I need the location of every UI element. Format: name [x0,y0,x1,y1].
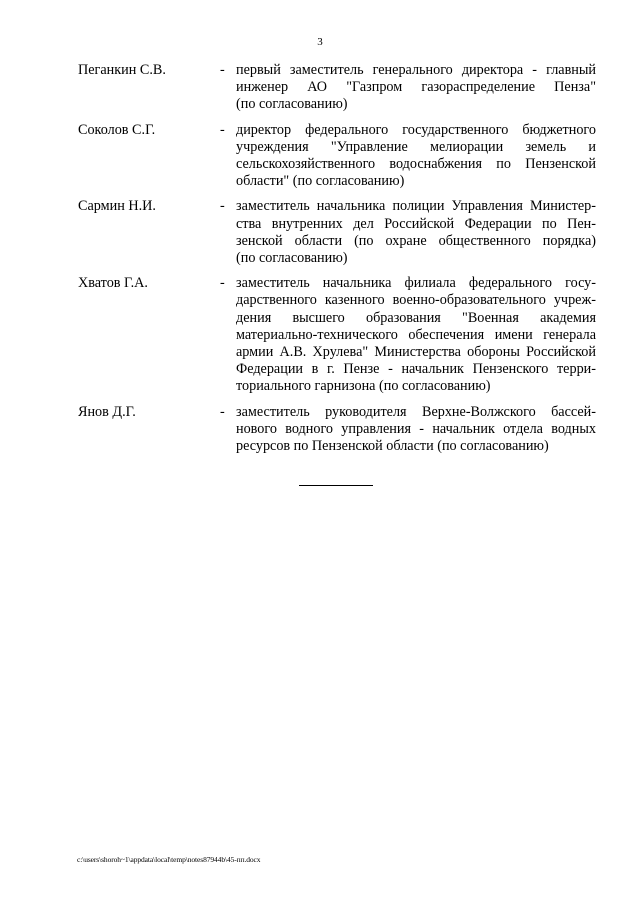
position-line: заместитель начальника полиции Управления Министер- [236,198,596,215]
member-dash: - [220,62,225,78]
position-line: заместитель начальника филиала федерального госу- [236,275,596,292]
position-line: директор федерального государственного бюджетного [236,121,596,138]
member-name: Соколов С.Г. [78,121,156,138]
position-line: сельскохозяйственного водоснабжения по Пензенской [236,156,596,173]
member-dash: - [220,121,225,138]
position-line: области" (по согласованию) [236,173,405,190]
member-entry [78,404,598,456]
member-position [236,404,596,456]
position-line: первый заместитель генерального директора - главный [236,62,596,78]
position-line: нового водного управления - начальник отдела водных [236,420,596,437]
position-line: заместитель руководителя Верхне-Волжского бассей- [236,403,596,420]
member-name: Хватов Г.А. [78,275,148,292]
member-entry [78,275,598,395]
position-line: (по согласованию) [236,250,348,267]
member-position [236,62,596,114]
position-line: зенской области (по охране общественного порядка) [236,232,596,249]
member-entry [78,198,598,267]
position-line: (по согласованию) [236,96,348,113]
committee-member-list [78,62,598,463]
member-position [236,275,596,395]
member-name: Сармин Н.И. [78,198,156,215]
position-line: ториального гарнизона (по согласованию) [236,378,491,395]
page-number: 3 [317,36,323,48]
position-line: Федерации в г. Пензе - начальник Пензенского терри- [236,361,596,378]
member-name: Пеганкин С.В. [78,62,166,78]
member-position [236,198,596,267]
member-dash: - [220,403,225,420]
position-line: армии А.В. Хрулева" Министерства обороны Российской [236,344,596,361]
member-dash: - [220,275,225,292]
member-dash: - [220,198,225,215]
member-name: Янов Д.Г. [78,403,136,420]
position-line: ресурсов по Пензенской области (по согласованию) [236,438,549,455]
position-line: ства внутренних дел Российской Федерации по Пен- [236,215,596,232]
position-line: дения высшего образования "Военная академия [236,309,596,326]
document-file-path: c:\users\shoroh~1\appdata\local\temp\notes87944b\45-пп.docx [77,855,261,864]
member-position [236,122,596,191]
member-entry [78,62,598,114]
closing-divider-line [299,485,373,486]
member-entry [78,122,598,191]
position-line: инженер АО "Газпром газораспределение Пенза" [236,79,596,96]
position-line: учреждения "Управление мелиорации земель и [236,138,596,155]
position-line: дарственного казенного военно-образовательного учреж- [236,292,596,309]
position-line: материально-технического обеспечения имени генерала [236,326,596,343]
